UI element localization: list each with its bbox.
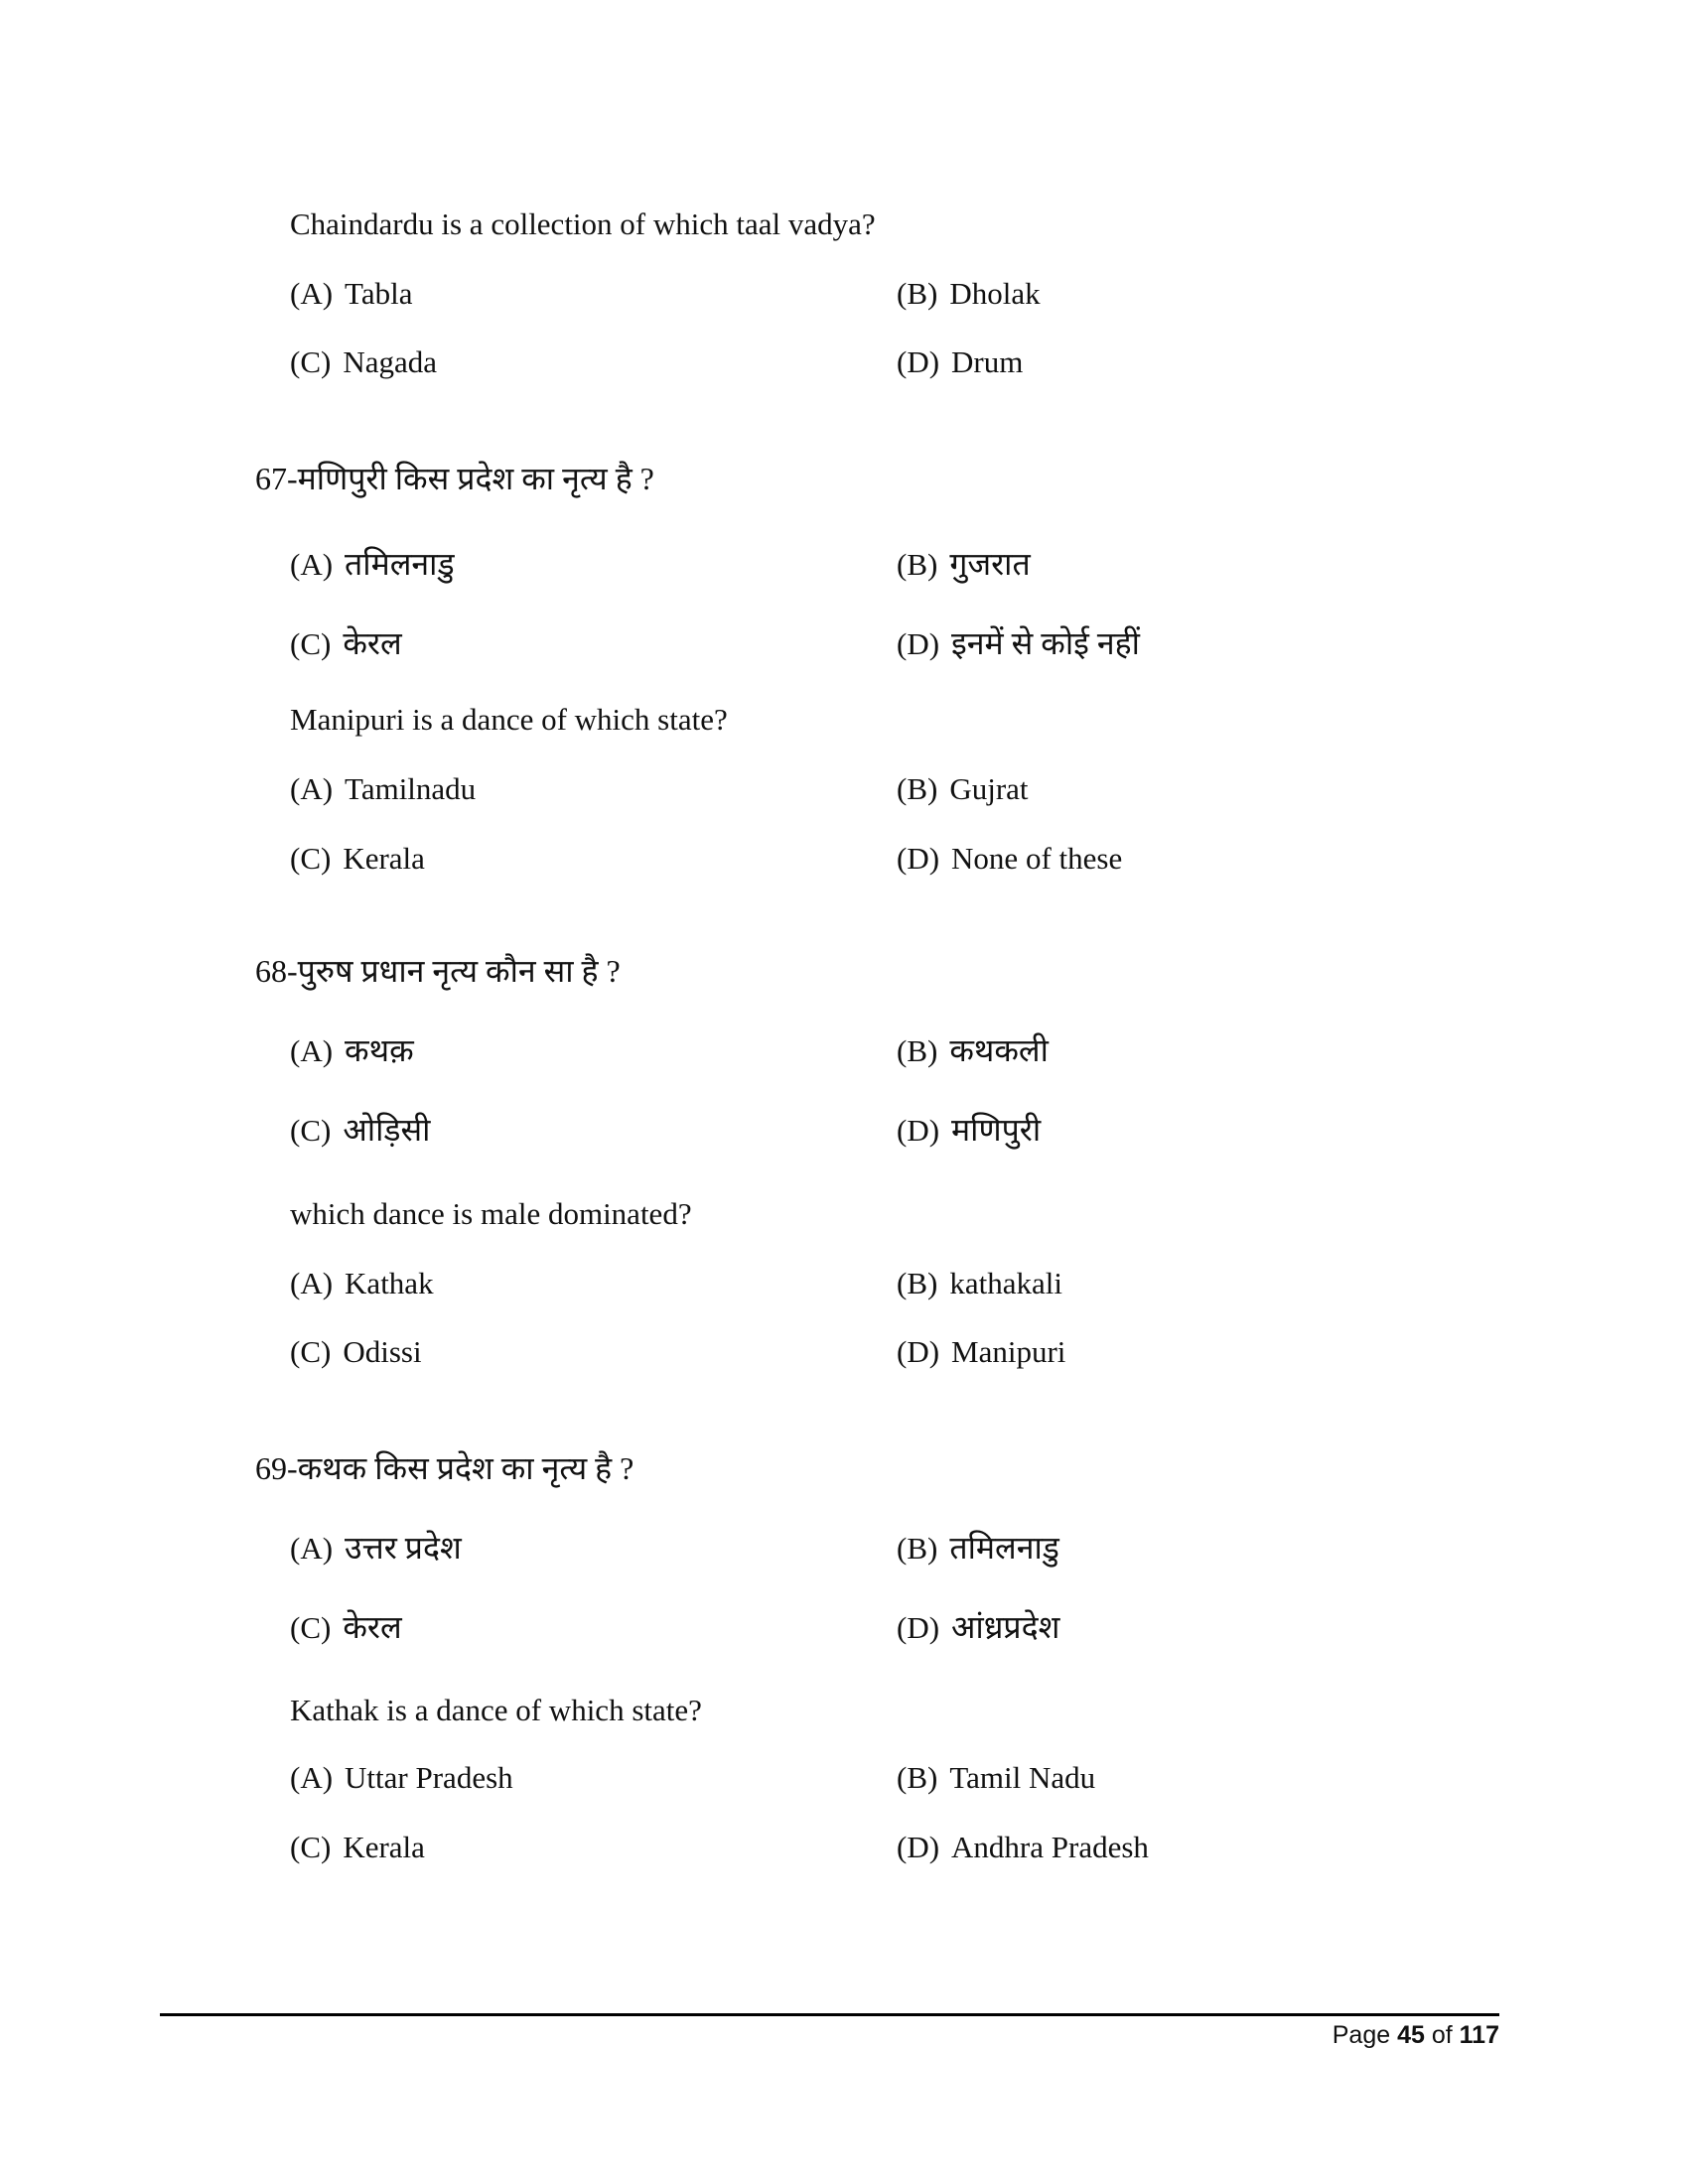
option-c [290,843,425,874]
option-c [290,627,402,659]
option-key: (B) [897,547,938,582]
page-label: Page [1332,2021,1391,2049]
option-value: कथक़ [345,1032,414,1068]
option-key: (A) [290,1266,334,1300]
option-value: Tamil Nadu [949,1760,1096,1795]
option-key: (C) [290,1830,332,1864]
option-value: ओड़िसी [343,1112,431,1148]
option-b [897,548,1031,580]
option-key: (B) [897,1760,938,1795]
option-c [290,346,437,377]
option-value: Drum [951,344,1024,379]
question-text-hindi: 69-कथक किस प्रदेश का नृत्य है ? [255,1450,634,1486]
option-key: (D) [897,1334,940,1369]
option-value: आंध्रप्रदेश [951,1609,1060,1645]
option-c [290,1114,430,1146]
option-key: (D) [897,344,940,379]
question-text: which dance is male dominated? [290,1196,692,1231]
question-text-hindi: 68-पुरुष प्रधान नृत्य कौन सा है ? [255,953,621,989]
option-a [290,278,412,309]
option-value: उत्तर प्रदेश [345,1530,462,1566]
option-d [897,627,1140,659]
question-text: Manipuri is a dance of which state? [290,702,728,737]
option-value: Gujrat [949,771,1029,806]
option-value: kathakali [949,1266,1062,1300]
option-key: (A) [290,276,334,311]
option-value: Nagada [343,344,437,379]
option-value: None of these [951,841,1123,876]
option-c [290,1832,425,1862]
question-text-hindi: 67-मणिपुरी किस प्रदेश का नृत्य है ? [255,461,654,496]
option-b [897,1762,1095,1793]
option-key: (A) [290,1033,334,1068]
option-key: (B) [897,1531,938,1566]
option-key: (A) [290,771,334,806]
option-key: (D) [897,1610,940,1645]
question-text: Chaindardu is a collection of which taal vadya? [290,206,876,241]
option-value: Kerala [343,1830,425,1864]
option-value: इनमें से कोई नहीं [951,625,1140,661]
option-key: (B) [897,771,938,806]
option-value: Odissi [343,1334,422,1369]
option-value: Kerala [343,841,425,876]
total-pages: 117 [1459,2021,1499,2049]
footer-divider [160,2013,1499,2016]
option-key: (C) [290,841,332,876]
option-c [290,1611,402,1643]
option-value: तमिलनाडु [345,546,455,582]
option-a [290,1034,414,1066]
option-key: (D) [897,626,940,661]
option-key: (C) [290,1113,332,1148]
option-d [897,843,1122,874]
option-value: मणिपुरी [951,1112,1042,1148]
option-key: (C) [290,344,332,379]
option-key: (A) [290,547,334,582]
option-value: तमिलनाडु [949,1530,1059,1566]
option-key: (C) [290,1334,332,1369]
option-d [897,1832,1149,1862]
option-key: (B) [897,1266,938,1300]
option-key: (B) [897,276,938,311]
option-b [897,1034,1049,1066]
option-key: (C) [290,626,332,661]
option-value: Dholak [949,276,1041,311]
option-a [290,1532,462,1564]
option-value: Manipuri [951,1334,1066,1369]
option-a [290,1762,513,1793]
option-b [897,1268,1062,1298]
option-key: (D) [897,1113,940,1148]
option-c [290,1336,422,1367]
option-value: केरल [343,625,402,661]
option-value: Tamilnadu [345,771,477,806]
option-key: (D) [897,841,940,876]
option-d [897,346,1023,377]
option-b [897,278,1041,309]
option-b [897,1532,1059,1564]
question-text: Kathak is a dance of which state? [290,1693,702,1727]
option-d [897,1114,1041,1146]
option-b [897,773,1029,804]
option-d [897,1336,1065,1367]
option-d [897,1611,1059,1643]
option-value: कथकली [949,1032,1049,1068]
option-key: (C) [290,1610,332,1645]
option-a [290,1268,434,1298]
option-value: गुजरात [949,546,1031,582]
option-value: Kathak [345,1266,434,1300]
of-label: of [1431,2021,1453,2049]
option-a [290,773,476,804]
option-value: केरल [343,1609,402,1645]
option-value: Tabla [345,276,413,311]
page-number-footer [1333,2021,1499,2050]
option-key: (A) [290,1531,334,1566]
option-value: Uttar Pradesh [345,1760,513,1795]
option-a [290,548,455,580]
option-key: (D) [897,1830,940,1864]
option-key: (A) [290,1760,334,1795]
option-value: Andhra Pradesh [951,1830,1149,1864]
current-page: 45 [1397,2021,1425,2049]
option-key: (B) [897,1033,938,1068]
